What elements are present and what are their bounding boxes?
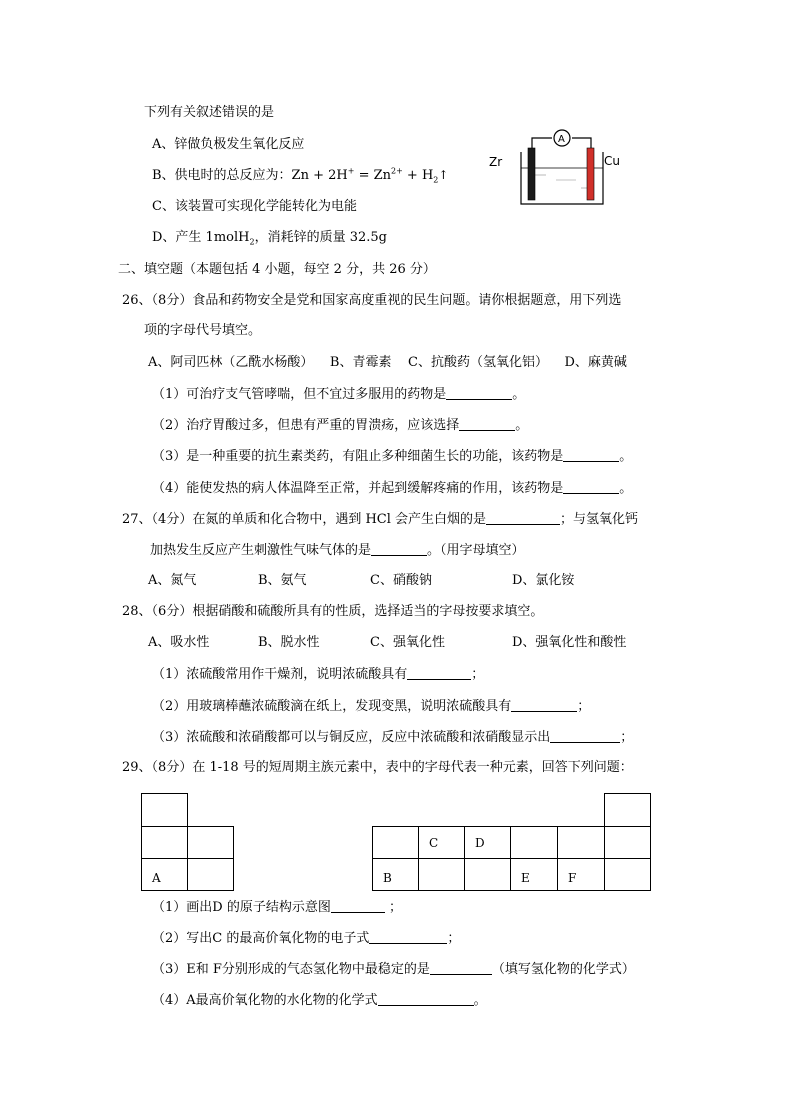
q29-sub3: （3）E和 F分别形成的气态氢化物中最稳定的是 （填写氢化物的化学式） xyxy=(152,962,635,977)
element-f-label: F xyxy=(568,871,577,885)
table-cell-d xyxy=(464,826,511,859)
element-e-label: E xyxy=(521,871,530,885)
table-cell xyxy=(604,793,651,827)
table-cell xyxy=(187,858,234,891)
table-cell xyxy=(604,858,651,891)
periodic-table-fragment xyxy=(141,793,651,891)
q26-sub3: （3）是一种重要的抗生素类药，有阻止多种细菌生长的功能，该药物是 。 xyxy=(152,449,633,464)
q26-sub1: （1）可治疗支气管哮喘，但不宜过多服用的药物是 。 xyxy=(152,387,526,402)
q29-sub2: （2）写出C 的最高价氧化物的电子式 ； xyxy=(152,931,461,946)
table-cell xyxy=(141,826,188,859)
q28-choice-c: C、强氧化性 xyxy=(370,635,445,650)
q29-sub1: （1）画出D 的原子结构示意图 ； xyxy=(152,900,402,915)
q27-choice-a: A、氮气 xyxy=(148,573,197,588)
ammeter-label: A xyxy=(558,134,565,145)
element-a-label: A xyxy=(152,871,161,885)
zr-electrode xyxy=(528,148,535,200)
wire-left xyxy=(532,138,552,148)
table-cell xyxy=(557,826,605,859)
element-d-label: D xyxy=(475,836,485,850)
table-cell xyxy=(141,793,188,827)
q27-stem-line2: 加热发生反应产生刺激性气味气体的是 。（用字母填空） xyxy=(150,543,525,558)
table-cell-a xyxy=(141,858,188,891)
q25-option-a: A、锌做负极发生氧化反应 xyxy=(152,137,305,152)
answer-blank xyxy=(430,960,492,975)
q28-choice-b: B、脱水性 xyxy=(258,635,320,650)
answer-blank xyxy=(563,479,619,494)
table-cell xyxy=(418,858,465,891)
answer-blank xyxy=(486,510,560,525)
q28-sub1: （1）浓硫酸常用作干燥剂，说明浓硫酸具有 ； xyxy=(152,667,485,682)
table-cell xyxy=(372,826,419,859)
q27-choice-b: B、氨气 xyxy=(258,573,307,588)
answer-blank xyxy=(378,991,474,1006)
table-cell-b xyxy=(372,858,419,891)
q25-option-c: C、该装置可实现化学能转化为电能 xyxy=(152,199,357,214)
q28-sub2: （2）用玻璃棒蘸浓硫酸滴在纸上，发现变黑，说明浓硫酸具有 ； xyxy=(152,699,591,714)
q26-sub2: （2）治疗胃酸过多，但患有严重的胃溃疡，应该选择 。 xyxy=(152,418,529,433)
table-cell-f xyxy=(557,858,605,891)
table-cell xyxy=(187,826,234,859)
answer-blank xyxy=(511,697,577,712)
element-b-label: B xyxy=(383,871,392,885)
table-cell-e xyxy=(510,858,558,891)
q27-stem-line1: 27、（4分）在氮的单质和化合物中，遇到 HCl 会产生白烟的是 ；与氢氧化钙 xyxy=(122,512,639,527)
table-cell xyxy=(604,826,651,859)
zr-electrode-label: Zr xyxy=(489,155,503,169)
wire-right xyxy=(572,138,591,148)
answer-blank xyxy=(371,541,427,556)
answer-blank xyxy=(331,898,385,913)
gas-arrow-icon: ↑ xyxy=(438,168,449,182)
table-cell xyxy=(464,858,511,891)
answer-blank xyxy=(446,385,512,400)
q26-sub4: （4）能使发热的病人体温降至正常，并起到缓解疼痛的作用，该药物是 。 xyxy=(152,481,633,496)
q25-option-b: B、供电时的总反应为：$Zn + 2H^+ = Zn^{2+}$ + $H_2↑$ xyxy=(152,166,449,185)
answer-blank xyxy=(459,416,515,431)
q27-choice-d: D、氯化铵 xyxy=(512,573,575,588)
answer-blank xyxy=(369,929,447,944)
answer-blank xyxy=(563,447,619,462)
table-cell-c xyxy=(418,826,465,859)
galvanic-cell-diagram xyxy=(486,128,636,212)
q28-sub3: （3）浓硫酸和浓硝酸都可以与铜反应，反应中浓硫酸和浓硝酸显示出 ； xyxy=(152,730,634,745)
q26-stem-line1: 26、（8分）食品和药物安全是党和国家高度重视的民生问题。请你根据题意，用下列选 xyxy=(122,293,622,308)
q29-stem: 29、（8分）在 1-18 号的短周期主族元素中，表中的字母代表一种元素，回答下列问题： xyxy=(122,760,633,775)
q27-choice-c: C、硝酸钠 xyxy=(370,573,432,588)
q26-choices: A、阿司匹林（乙酰水杨酸） B、青霉素 C、抗酸药（氢氧化铝） D、麻黄碱 xyxy=(148,355,627,370)
answer-blank xyxy=(407,665,471,680)
q29-sub4: （4）A最高价氧化物的水化物的化学式 。 xyxy=(152,993,487,1008)
table-cell xyxy=(510,826,558,859)
answer-blank xyxy=(550,728,620,743)
q28-choice-a: A、吸水性 xyxy=(148,635,210,650)
cu-electrode-label: Cu xyxy=(604,154,620,168)
section-heading: 二、填空题（本题包括 4 小题，每空 2 分，共 26 分） xyxy=(118,262,436,277)
element-c-label: C xyxy=(429,836,439,850)
q25-prompt: 下列有关叙述错误的是 xyxy=(144,105,275,120)
q26-stem-line2: 项的字母代号填空。 xyxy=(144,323,262,338)
cu-electrode xyxy=(587,148,594,200)
q28-choice-d: D、强氧化性和酸性 xyxy=(512,635,627,650)
q28-stem: 28、（6分）根据硝酸和硫酸所具有的性质，选择适当的字母按要求填空。 xyxy=(122,604,544,619)
q25-option-d: D、产生 1molH$_2$，消耗锌的质量 32.5g xyxy=(152,230,387,247)
